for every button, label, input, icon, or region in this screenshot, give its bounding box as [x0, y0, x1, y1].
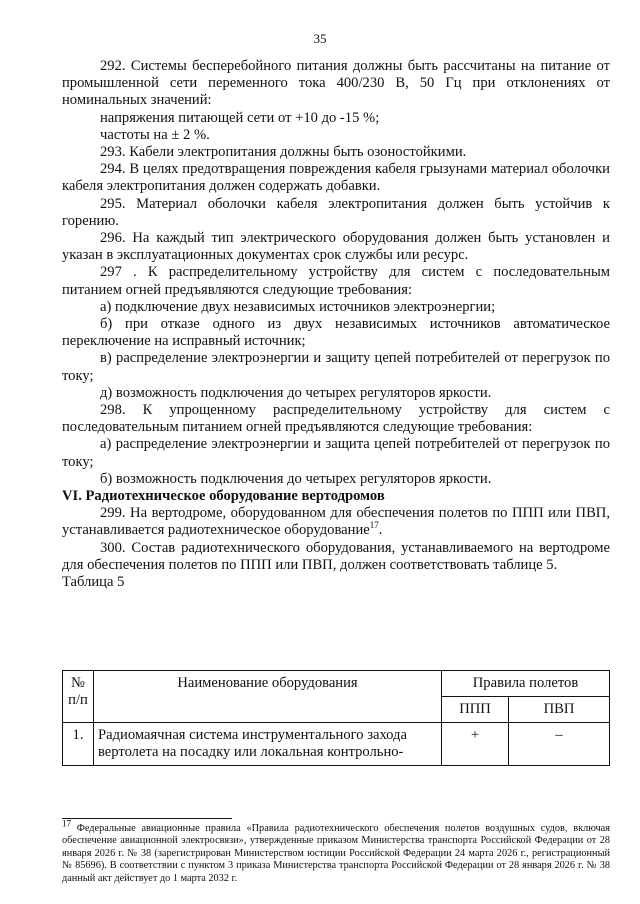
paragraph-294: 294. В целях предотвращения повреждения кабеля грызунами материал оболочки кабеля электропитания должен содержать добавки.	[62, 161, 610, 195]
footnote-reference: 17	[369, 520, 379, 531]
header-number: № п/п	[63, 671, 94, 723]
row-equipment-name: Радиомаячная система инструментального захода вертолета на посадку или локальная контрольно-	[94, 723, 442, 766]
paragraph-298-a: а) распределение электроэнергии и защита цепей потребителей от перегрузок по току;	[62, 436, 610, 470]
paragraph-297-b: б) при отказе одного из двух независимых источников автоматическое переключение на исправный источник;	[62, 316, 610, 350]
section-heading: VI. Радиотехническое оборудование вертодромов	[62, 488, 385, 505]
paragraph-292: 292. Системы бесперебойного питания должны быть рассчитаны на питание от промышленной сети переменного тока 400/230 В, 50 Гц при отклонениях от номинальных значений:	[62, 58, 610, 109]
header-equipment-name: Наименование оборудования	[94, 671, 442, 723]
paragraph-292-frequency: частоты на ± 2 %.	[100, 126, 210, 143]
paragraph-292-voltage: напряжения питающей сети от +10 до -15 %;	[100, 109, 380, 126]
header-pvp: ПВП	[509, 697, 610, 723]
paragraph-293: 293. Кабели электропитания должны быть озоностойкими.	[100, 144, 467, 161]
table-caption: Таблица 5	[62, 574, 125, 591]
footnote-mark: 17	[62, 818, 71, 829]
footnote-text: Федеральные авиационные правила «Правила радиотехнического обеспечения полетов воздушных судов, включая обеспечение авиационной электросвязи», утвержденные приказом Министерства транспорта Российской Федерации от 28 января 2026 г. № 38 (зарегистрирован Министерством юстиции Российской Федерации 24 марта 2026 г., регистрационный № 85696). В соответствии с пунктом 3 приказа Министерства транспорта Российской Федерации от 28 января 2026 г. № 38 данный акт действует до 1 марта 2032 г.	[62, 823, 610, 884]
paragraph-298-b: б) возможность подключения до четырех регуляторов яркости.	[100, 470, 492, 487]
equipment-table	[62, 670, 610, 766]
footnote-divider	[62, 818, 232, 819]
table-row	[63, 723, 610, 766]
header-ppp: ППП	[442, 697, 509, 723]
paragraph-295: 295. Материал оболочки кабеля электропитания должен быть устойчив к горению.	[62, 195, 610, 229]
paragraph-299	[62, 505, 610, 539]
row-ppp-value: +	[442, 723, 509, 766]
table-header-row	[63, 671, 610, 697]
row-pvp-value: –	[509, 723, 610, 766]
paragraph-296: 296. На каждый тип электрического оборудования должен быть установлен и указан в эксплуатационных документах срок службы или ресурс.	[62, 230, 610, 264]
paragraph-300: 300. Состав радиотехнического оборудования, устанавливаемого на вертодроме для обеспечения полетов по ППП или ПВП, должен соответствовать таблице 5.	[62, 539, 610, 573]
row-number: 1.	[63, 723, 94, 766]
header-flight-rules: Правила полетов	[442, 671, 610, 697]
paragraph-297-d: д) возможность подключения до четырех регуляторов яркости.	[100, 384, 492, 401]
document-body	[62, 58, 610, 591]
paragraph-298: 298. К упрощенному распределительному устройству для систем с последовательным питанием огней предъявляются следующие требования:	[62, 402, 610, 436]
paragraph-297: 297 . К распределительному устройству для систем с последовательным питанием огней предъявляются следующие требования:	[62, 264, 610, 298]
paragraph-299-text: 299. На вертодроме, оборудованном для обеспечения полетов по ППП или ПВП, устанавливается радиотехническое оборудование	[62, 505, 610, 539]
paragraph-299-end: .	[378, 522, 383, 539]
footnote	[62, 818, 610, 885]
paragraph-297-a: а) подключение двух независимых источников электроэнергии;	[100, 298, 496, 315]
paragraph-297-c: в) распределение электроэнергии и защиту цепей потребителей от перегрузок по току;	[62, 350, 610, 384]
page-number: 35	[313, 31, 327, 46]
